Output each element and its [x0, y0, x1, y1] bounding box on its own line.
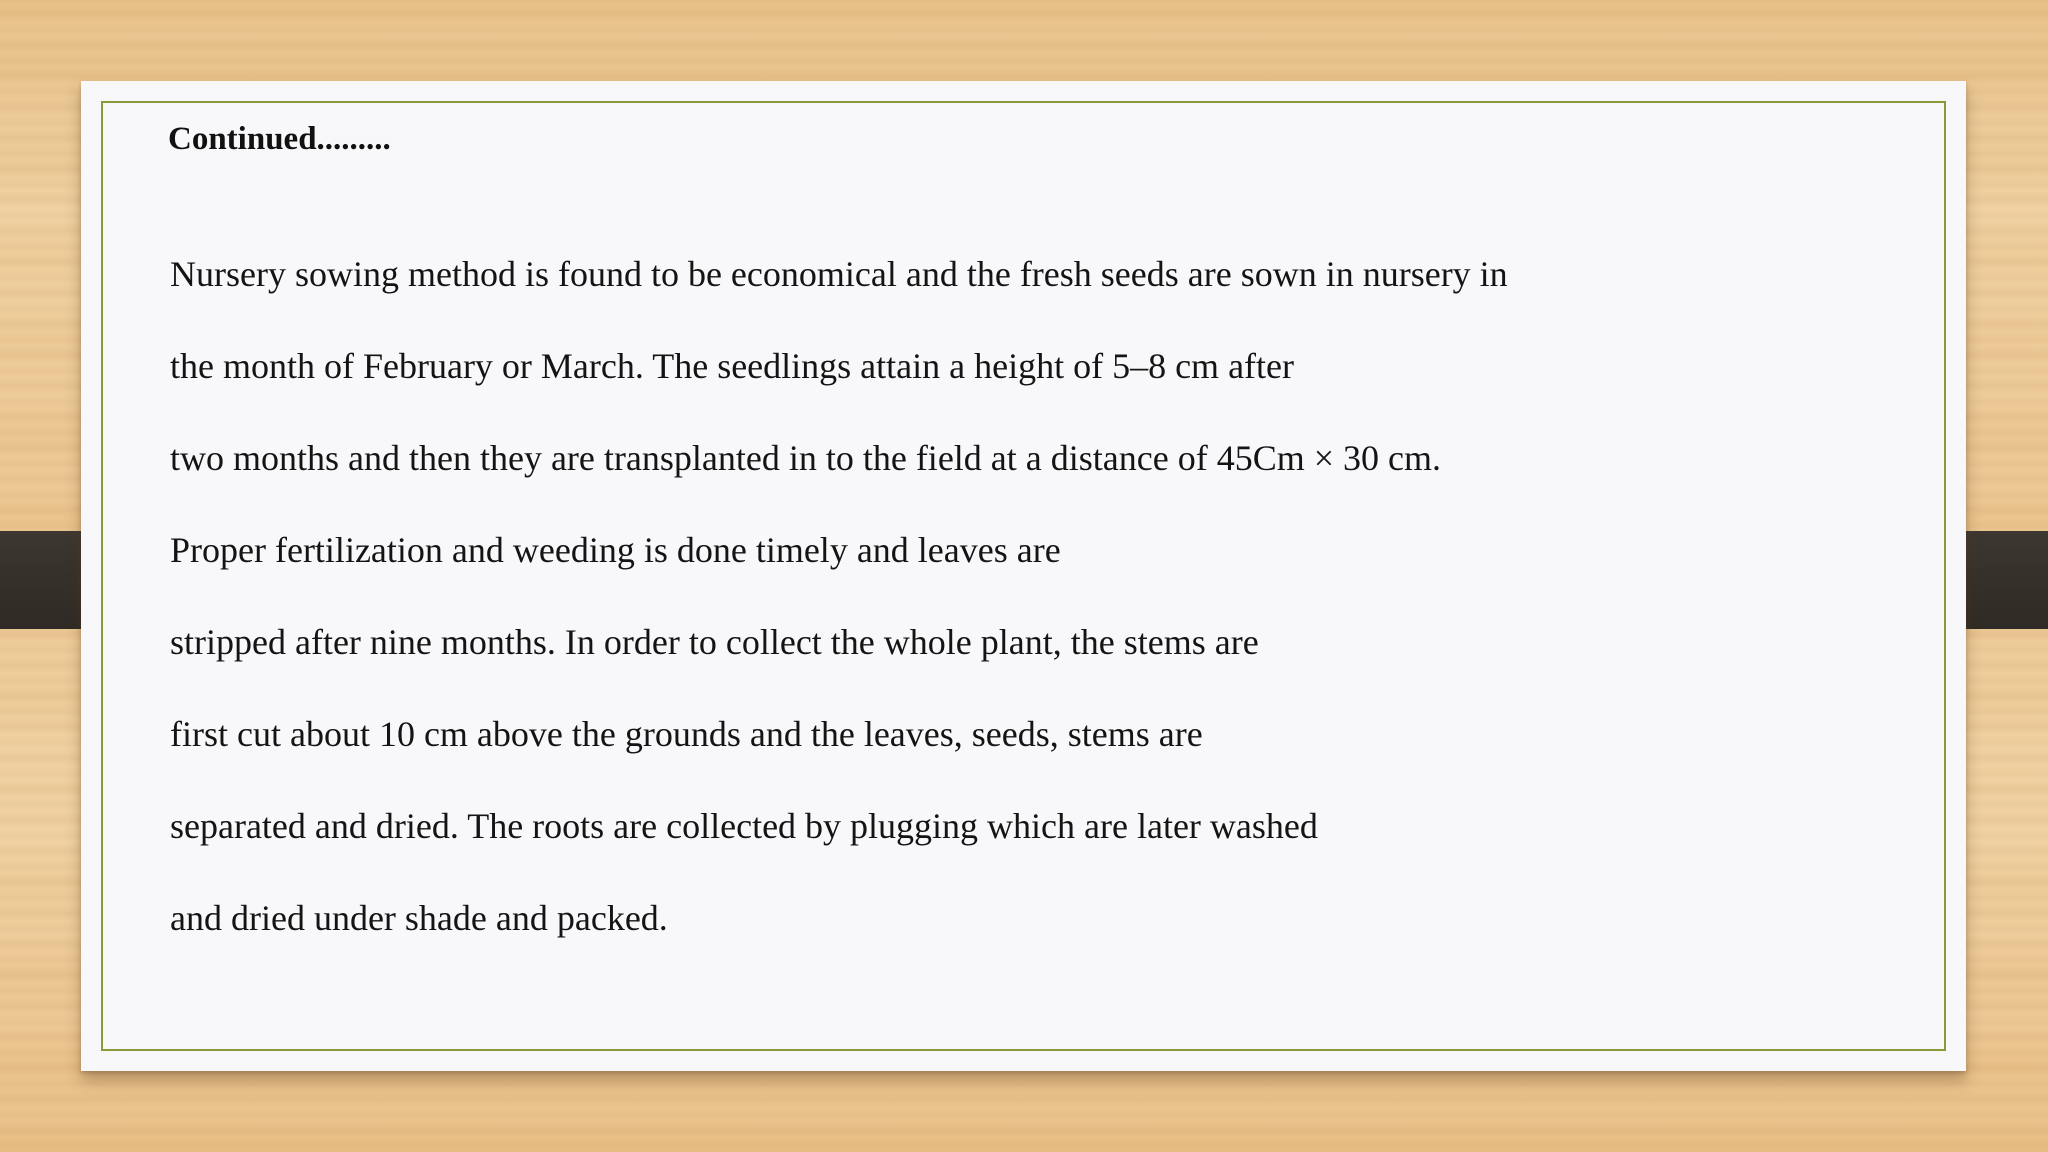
body-line: Proper fertilization and weeding is done timely and leaves are — [170, 530, 1061, 570]
body-line: and dried under shade and packed. — [170, 898, 668, 938]
body-line: Nursery sowing method is found to be economical and the fresh seeds are sown in nursery in — [170, 254, 1508, 294]
body-line: two months and then they are transplanted in to the field at a distance of 45Cm × 30 cm. — [170, 438, 1441, 478]
body-line: stripped after nine months. In order to collect the whole plant, the stems are — [170, 622, 1259, 662]
body-line: separated and dried. The roots are collected by plugging which are later washed — [170, 806, 1318, 846]
body-line: the month of February or March. The seedlings attain a height of 5–8 cm after — [170, 346, 1294, 386]
body-line: first cut about 10 cm above the grounds and the leaves, seeds, stems are — [170, 714, 1203, 754]
slide-card — [81, 81, 1966, 1071]
slide-body-text — [170, 228, 1508, 964]
slide-heading: Continued......... — [168, 121, 391, 157]
